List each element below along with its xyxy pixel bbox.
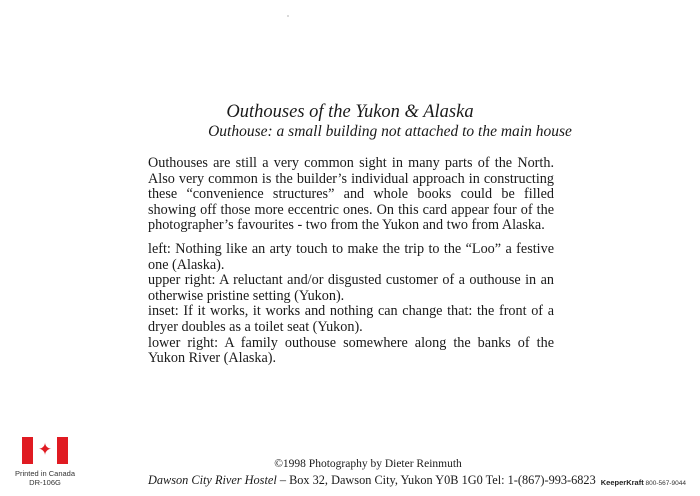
intro-paragraph [148, 156, 554, 234]
product-code: DR-106G [29, 478, 61, 487]
dust-speck [287, 15, 289, 17]
hostel-address [148, 473, 596, 488]
hostel-contact: – Box 32, Dawson City, Yukon Y0B 1G0 Tel: 1-(867)-993-6823 [276, 473, 596, 487]
hostel-name: Dawson City River Hostel [148, 473, 277, 487]
publisher-info [601, 478, 686, 487]
intro-text: Outhouses are still a very common sight in many parts of the North. Also very common is the builder’s individual approach in constructing these “convenience structures” and whole books could be filled showing off those more eccentric ones. On this card appear four of the photographer’s favourites - two from the Yukon and two from Alaska. [148, 155, 554, 234]
caption-left: left: Nothing like an arty touch to make the trip to the “Loo” a festive one (Alaska). [148, 241, 554, 273]
print-info [12, 469, 78, 487]
flag-left-bar [22, 437, 33, 464]
caption-upper-right: upper right: A reluctant and/or disgusted customer of a outhouse in an otherwise pristine setting (Yukon). [148, 272, 554, 304]
card-title: Outhouses of the Yukon & Alaska [226, 102, 474, 122]
maple-leaf-icon: ✦ [37, 439, 53, 460]
flag-center [33, 437, 57, 464]
canada-flag-icon [22, 437, 68, 464]
copyright-line: ©1998 Photography by Dieter Reinmuth [274, 458, 462, 470]
publisher-phone: 800-567-9044 [645, 480, 686, 487]
flag-right-bar [57, 437, 68, 464]
photo-captions [148, 242, 554, 367]
printed-in-canada: Printed in Canada [14, 469, 76, 478]
card-subtitle: Outhouse: a small building not attached to the main house [208, 123, 572, 140]
caption-lower-right: lower right: A family outhouse somewhere along the banks of the Yukon River (Alaska). [148, 334, 554, 367]
caption-inset: inset: If it works, it works and nothing can change that: the front of a dryer doubles as a toilet seat (Yukon). [148, 303, 554, 335]
publisher-logo: KeeperKraft [600, 478, 644, 487]
